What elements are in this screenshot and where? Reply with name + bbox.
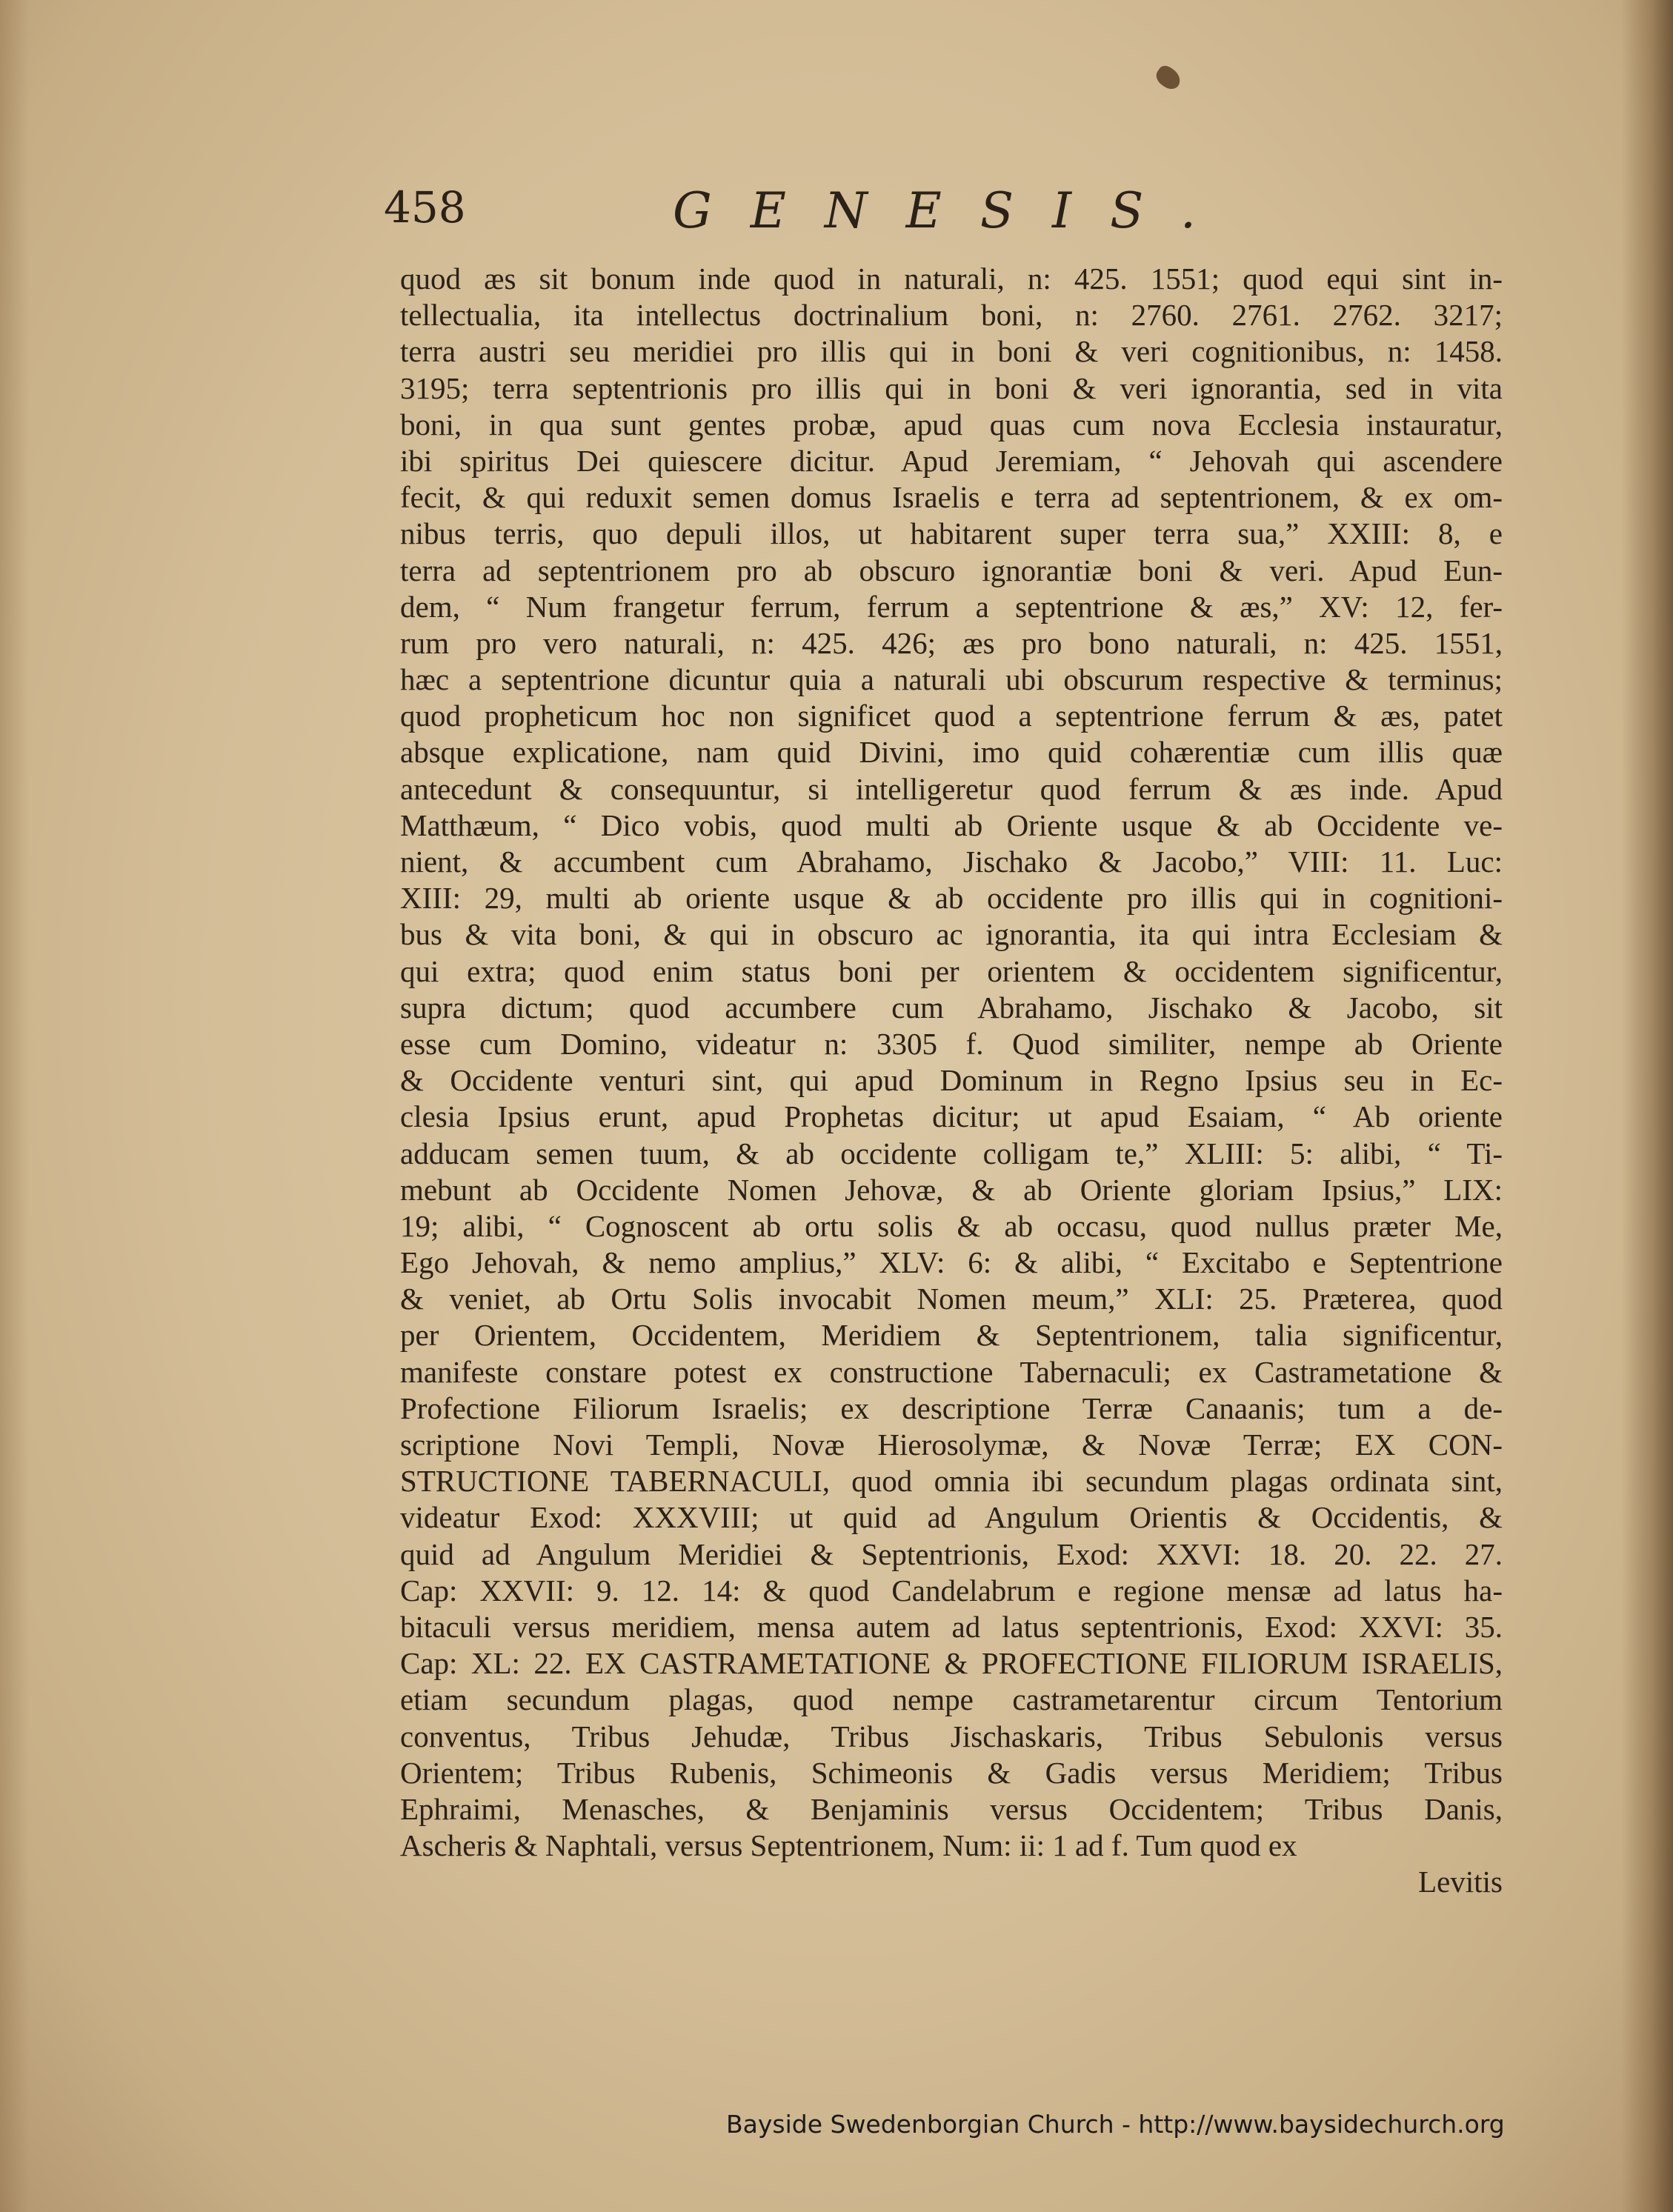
text-line: rum pro vero naturali, n: 425. 426; æs pro bono naturali, n: 425. 1551,	[400, 625, 1503, 660]
running-title: GENESIS.	[673, 182, 1234, 239]
text-line: ibi spiritus Dei quiescere dicitur. Apud Jeremiam, “ Jehovah qui ascendere	[400, 443, 1503, 478]
text-line: quod propheticum hoc non significet quod a septentrione ferrum & æs, patet	[400, 699, 1503, 733]
text-line: dem, “ Num frangetur ferrum, ferrum a septentrione & æs,” XV: 12, fer-	[400, 589, 1503, 624]
text-line: antecedunt & consequuntur, si intelligeretur quod ferrum & æs inde. Apud	[400, 771, 1503, 806]
text-line: qui extra; quod enim status boni per orientem & occidentem significentur,	[400, 953, 1503, 988]
text-line: terra ad septentrionem pro ab obscuro ignorantiæ boni & veri. Apud Eun-	[400, 553, 1503, 587]
text-line: Ego Jehovah, & nemo amplius,” XLV: 6: & alibi, “ Excitabo e Septentrione	[400, 1245, 1503, 1280]
text-line: & veniet, ab Ortu Solis invocabit Nomen meum,” XLI: 25. Præterea, quod	[400, 1282, 1503, 1316]
text-line: & Occidente venturi sint, qui apud Dominum in Regno Ipsius seu in Ec-	[400, 1063, 1503, 1098]
text-line: videatur Exod: XXXVIII; ut quid ad Angulum Orientis & Occidentis, &	[400, 1500, 1503, 1535]
text-line: quod æs sit bonum inde quod in naturali, n: 425. 1551; quod equi sint in-	[400, 261, 1503, 296]
text-line: Orientem; Tribus Rubenis, Schimeonis & Gadis versus Meridiem; Tribus	[400, 1755, 1503, 1790]
text-line: Ascheris & Naphtali, versus Septentrionem, Num: ii: 1 ad f. Tum quod ex	[400, 1828, 1297, 1863]
text-line: Cap: XL: 22. EX CASTRAMETATIONE & PROFECTIONE FILIORUM ISRAELIS,	[400, 1646, 1503, 1681]
text-line: manifeste constare potest ex constructione Tabernaculi; ex Castrametatione &	[400, 1354, 1503, 1389]
text-line: etiam secundum plagas, quod nempe castrametarentur circum Tentorium	[400, 1682, 1503, 1717]
text-line: clesia Ipsius erunt, apud Prophetas dicitur; ut apud Esaiam, “ Ab oriente	[400, 1099, 1503, 1134]
spine-shadow	[1621, 0, 1673, 2212]
text-line: bitaculi versus meridiem, mensa autem ad latus septentrionis, Exod: XXVI: 35.	[400, 1609, 1503, 1644]
text-line: Matthæum, “ Dico vobis, quod multi ab Oriente usque & ab Occidente ve-	[400, 807, 1503, 842]
text-line: fecit, & qui reduxit semen domus Israelis e terra ad septentrionem, & ex om-	[400, 480, 1503, 515]
text-line: boni, in qua sunt gentes probæ, apud quas cum nova Ecclesia instauratur,	[400, 407, 1503, 442]
page-header	[384, 182, 1510, 249]
text-line: 3195; terra septentrionis pro illis qui in boni & veri ignorantia, sed in vita	[400, 370, 1503, 405]
watermark: Bayside Swedenborgian Church - http://www.baysidechurch.org	[726, 2110, 1505, 2139]
text-line: quid ad Angulum Meridiei & Septentrionis, Exod: XXVI: 18. 20. 22. 27.	[400, 1536, 1503, 1571]
page-edge-shadow	[0, 0, 30, 2212]
text-line: STRUCTIONE TABERNACULI, quod omnia ibi secundum plagas ordinata sint,	[400, 1464, 1503, 1499]
text-line: nibus terris, quo depuli illos, ut habitarent super terra sua,” XXIII: 8, e	[400, 516, 1503, 551]
text-line: bus & vita boni, & qui in obscuro ac ignorantia, ita qui intra Ecclesiam &	[400, 917, 1503, 952]
body-text	[400, 261, 1503, 1900]
text-line: adducam semen tuum, & ab occidente colligam te,” XLIII: 5: alibi, “ Ti-	[400, 1136, 1503, 1170]
text-line: per Orientem, Occidentem, Meridiem & Septentrionem, talia significentur,	[400, 1318, 1503, 1353]
catchword: Levitis	[1418, 1865, 1503, 1899]
text-line: terra austri seu meridiei pro illis qui in boni & veri cognitionibus, n: 1458.	[400, 334, 1503, 369]
page-number: 458	[384, 182, 466, 233]
text-line: hæc a septentrione dicuntur quia a naturali ubi obscurum respective & terminus;	[400, 662, 1503, 697]
text-line: tellectualia, ita intellectus doctrinalium boni, n: 2760. 2761. 2762. 3217;	[400, 298, 1503, 333]
paper-blemish	[1153, 63, 1185, 93]
text-line: mebunt ab Occidente Nomen Jehovæ, & ab Oriente gloriam Ipsius,” LIX:	[400, 1172, 1503, 1207]
text-line: nient, & accumbent cum Abrahamo, Jischako & Jacobo,” VIII: 11. Luc:	[400, 845, 1503, 879]
text-line: esse cum Domino, videatur n: 3305 f. Quod similiter, nempe ab Oriente	[400, 1026, 1503, 1061]
text-line: Cap: XXVII: 9. 12. 14: & quod Candelabrum e regione mensæ ad latus ha-	[400, 1573, 1503, 1608]
text-line: 19; alibi, “ Cognoscent ab ortu solis & ab occasu, quod nullus præter Me,	[400, 1208, 1503, 1243]
text-line: conventus, Tribus Jehudæ, Tribus Jischaskaris, Tribus Sebulonis versus	[400, 1719, 1503, 1753]
text-line: supra dictum; quod accumbere cum Abrahamo, Jischako & Jacobo, sit	[400, 990, 1503, 1025]
text-line: Profectione Filiorum Israelis; ex descriptione Terræ Canaanis; tum a de-	[400, 1390, 1503, 1425]
text-line: absque explicatione, nam quid Divini, imo quid cohærentiæ cum illis quæ	[400, 735, 1503, 770]
text-line: XIII: 29, multi ab oriente usque & ab occidente pro illis qui in cognitioni-	[400, 881, 1503, 916]
text-line: scriptione Novi Templi, Novæ Hierosolymæ, & Novæ Terræ; EX CON-	[400, 1428, 1503, 1462]
text-line: Ephraimi, Menasches, & Benjaminis versus Occidentem; Tribus Danis,	[400, 1791, 1503, 1826]
